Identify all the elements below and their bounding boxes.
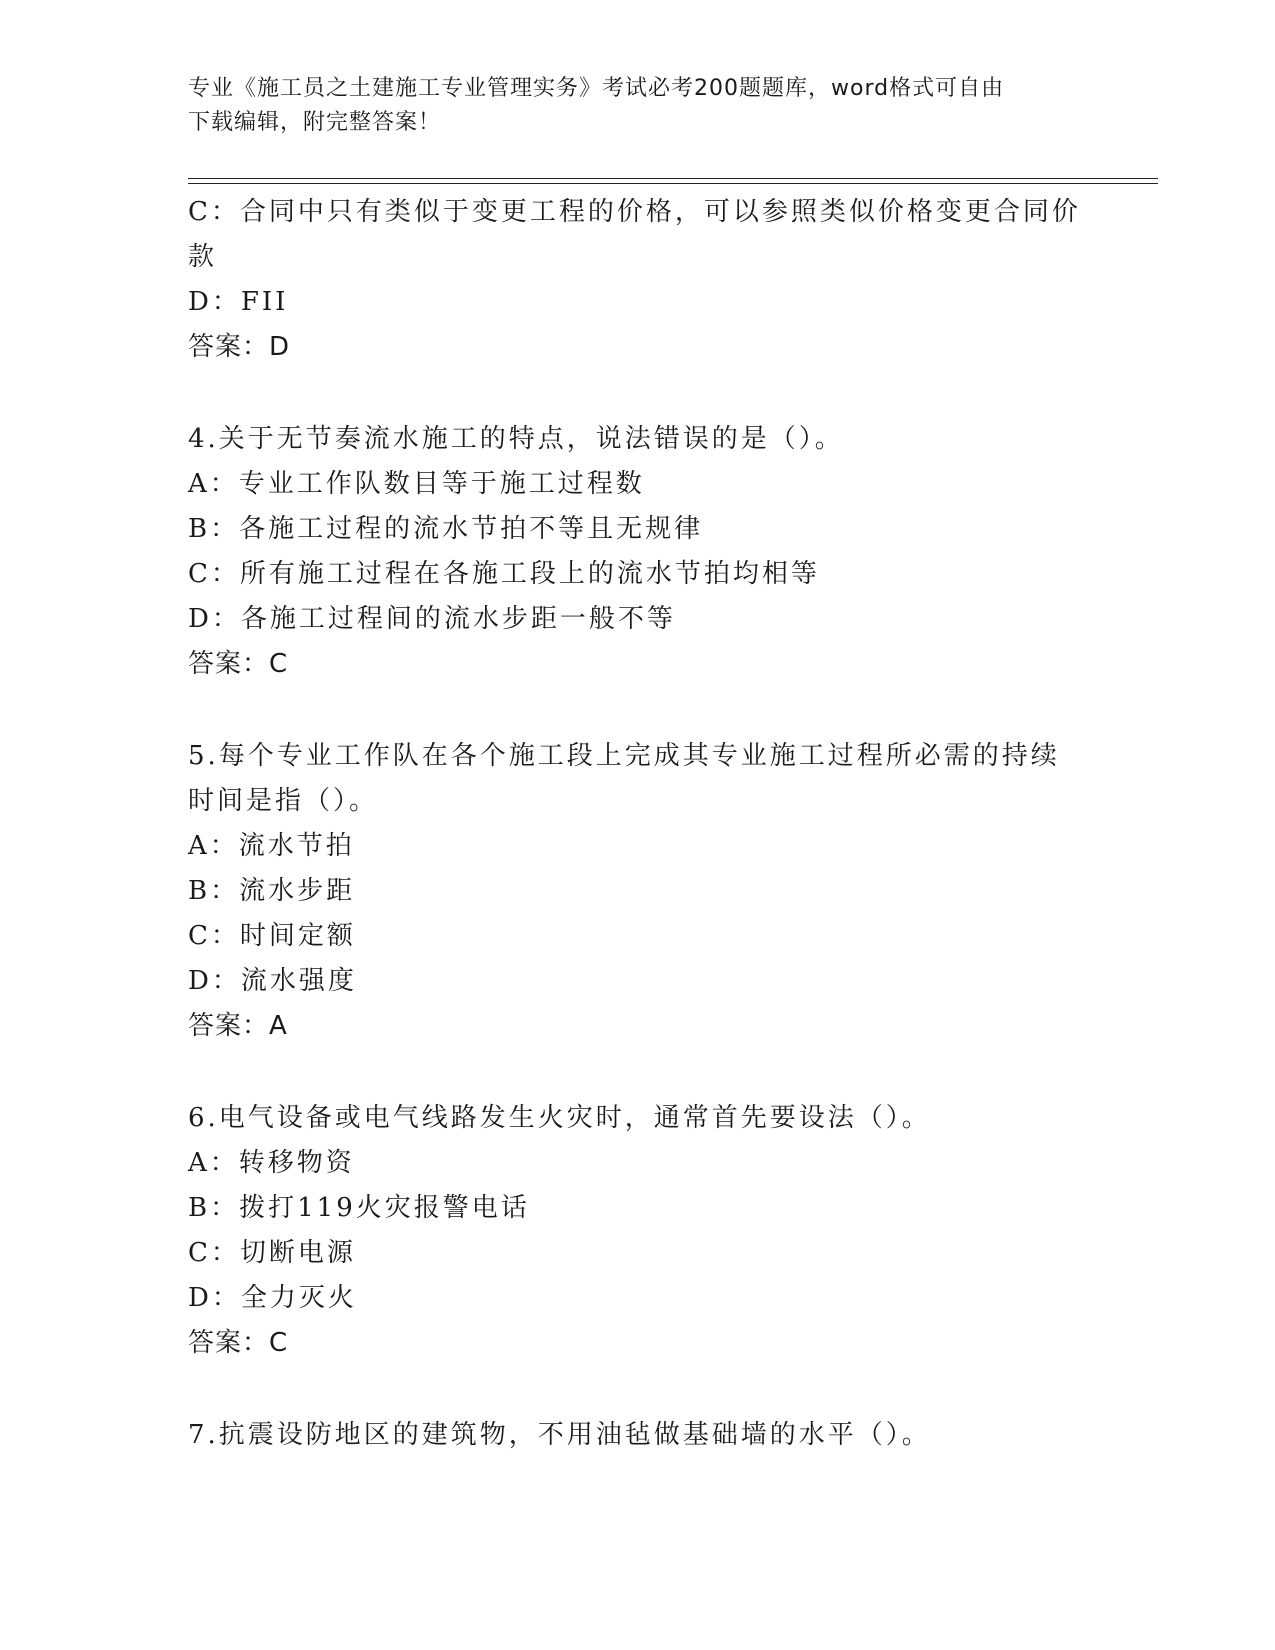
header-line-1: 专业《施工员之土建施工专业管理实务》考试必考200题题库，word格式可自由 [188, 76, 1005, 101]
answer: 答案：C [188, 649, 289, 679]
option-b: B：拨打119火灾报警电话 [188, 1193, 530, 1223]
option-c: C：时间定额 [188, 921, 356, 951]
option-a: A：专业工作队数目等于施工过程数 [188, 469, 645, 499]
option-c: C：所有施工过程在各施工段上的流水节拍均相等 [188, 559, 820, 589]
question-stem: 4.关于无节奏流水施工的特点，说法错误的是（）。 [188, 424, 844, 454]
option-c: C：合同中只有类似于变更工程的价格，可以参照类似价格变更合同价 [188, 197, 1081, 227]
option-a: A：转移物资 [188, 1148, 355, 1178]
answer: 答案：C [188, 1328, 289, 1358]
header-divider-bottom [188, 183, 1158, 184]
option-d: D：各施工过程间的流水步距一般不等 [188, 604, 676, 634]
option-d: D：流水强度 [188, 966, 357, 996]
question-stem-continued: 时间是指（）。 [188, 786, 379, 816]
option-d: D：全力灭火 [188, 1283, 357, 1313]
question-7 [188, 1413, 1088, 1458]
question-stem: 7.抗震设防地区的建筑物，不用油毡做基础墙的水平（）。 [188, 1420, 931, 1450]
answer: 答案：D [188, 332, 291, 362]
previous-question-tail [188, 190, 1088, 370]
question-5 [188, 734, 1088, 1049]
header-line-2: 下载编辑，附完整答案！ [188, 110, 442, 135]
question-6 [188, 1096, 1088, 1366]
option-b: B：流水步距 [188, 876, 356, 906]
option-b: B：各施工过程的流水节拍不等且无规律 [188, 514, 704, 544]
option-d: D：FII [188, 287, 289, 317]
document-body [188, 190, 1088, 1458]
document-header [188, 72, 1068, 140]
header-divider-top [188, 178, 1158, 179]
answer: 答案：A [188, 1011, 288, 1041]
option-c-continued: 款 [188, 242, 218, 272]
question-stem: 6.电气设备或电气线路发生火灾时，通常首先要设法（）。 [188, 1103, 931, 1133]
question-stem: 5.每个专业工作队在各个施工段上完成其专业施工过程所必需的持续 [188, 741, 1060, 771]
question-4 [188, 417, 1088, 687]
option-c: C：切断电源 [188, 1238, 356, 1268]
option-a: A：流水节拍 [188, 831, 355, 861]
